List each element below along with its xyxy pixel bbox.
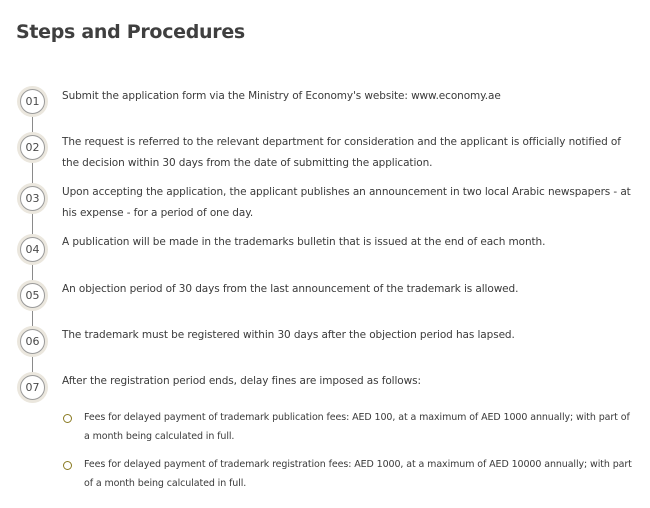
step-number-badge: 02	[20, 135, 45, 160]
step-text: A publication will be made in the trademarks bulletin that is issued at the end of each month.	[62, 236, 546, 248]
step-text: An objection period of 30 days from the last announcement of the trademark is allowed.	[62, 283, 519, 295]
fine-item-text: Fees for delayed payment of trademark registration fees: AED 1000, at a maximum of AED 10000 annually; with part of a month being calculated in full.	[84, 459, 632, 489]
step-number-badge: 06	[20, 329, 45, 354]
step-number-badge: 01	[20, 89, 45, 114]
step-number-badge: 05	[20, 283, 45, 308]
step-number-badge: 03	[20, 186, 45, 211]
bullet-icon	[63, 461, 72, 470]
step-text: The request is referred to the relevant department for consideration and the applicant is officially notified of the decision within 30 days from the date of submitting the application.	[62, 136, 621, 169]
step-number-badge: 04	[20, 237, 45, 262]
bullet-icon	[63, 414, 72, 423]
step-text: The trademark must be registered within 30 days after the objection period has lapsed.	[62, 329, 515, 341]
step-number-badge: 07	[20, 375, 45, 400]
step-text: Upon accepting the application, the applicant publishes an announcement in two local Arabic newspapers - at his expense - for a period of one day.	[62, 186, 631, 219]
page-title: Steps and Procedures	[16, 21, 245, 43]
step-text: Submit the application form via the Ministry of Economy's website: www.economy.ae	[62, 90, 501, 102]
fine-item-text: Fees for delayed payment of trademark publication fees: AED 100, at a maximum of AED 1000 annually; with part of a month being calculated in full.	[84, 412, 630, 442]
step-text: After the registration period ends, delay fines are imposed as follows:	[62, 375, 421, 387]
